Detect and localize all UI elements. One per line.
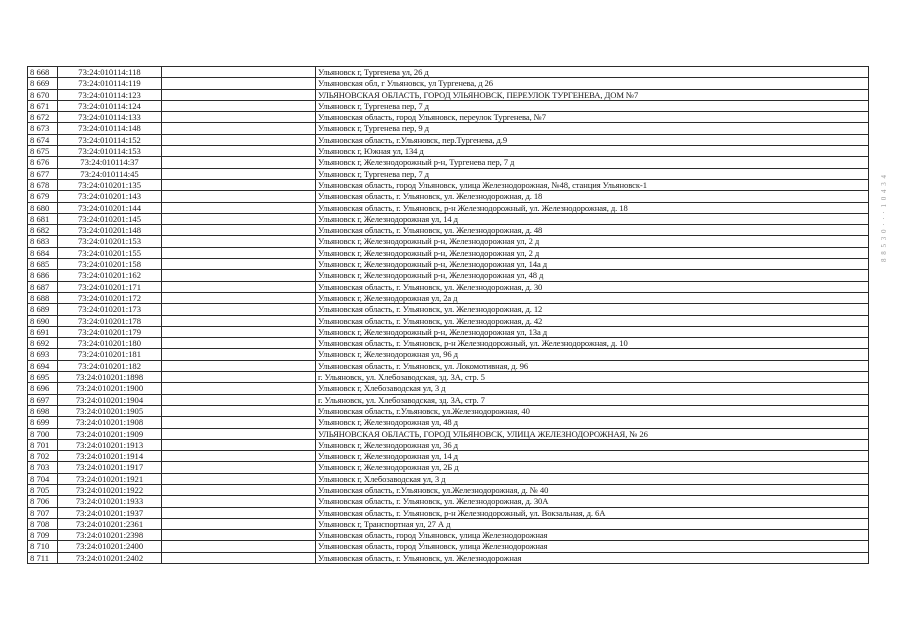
- empty-cell: [162, 292, 316, 303]
- row-number: 8 688: [28, 292, 58, 303]
- cadastral-number: 73:24:010114:123: [58, 89, 162, 100]
- address: г. Ульяновск, ул. Хлебозаводская, зд. 3А, стр. 5: [316, 372, 869, 383]
- row-number: 8 679: [28, 191, 58, 202]
- cadastral-number: 73:24:010114:153: [58, 146, 162, 157]
- empty-cell: [162, 213, 316, 224]
- table-row: [28, 405, 869, 416]
- table-row: [28, 439, 869, 450]
- empty-cell: [162, 281, 316, 292]
- row-number: 8 673: [28, 123, 58, 134]
- cadastral-number: 73:24:010114:118: [58, 67, 162, 78]
- empty-cell: [162, 417, 316, 428]
- table-row: [28, 417, 869, 428]
- table-row: [28, 146, 869, 157]
- address: Ульяновская область, г. Ульяновск, ул. Железнодорожная, д. 30А: [316, 496, 869, 507]
- empty-cell: [162, 304, 316, 315]
- table-row: [28, 496, 869, 507]
- empty-cell: [162, 507, 316, 518]
- empty-cell: [162, 473, 316, 484]
- row-number: 8 706: [28, 496, 58, 507]
- row-number: 8 690: [28, 315, 58, 326]
- cadastral-number: 73:24:010201:1908: [58, 417, 162, 428]
- cadastral-number: 73:24:010201:1922: [58, 484, 162, 495]
- address: Ульяновская область, г.Ульяновск, ул.Железнодорожная, 40: [316, 405, 869, 416]
- address: Ульяновск г, Железнодорожный р-н, Железнодорожная ул, 13а д: [316, 326, 869, 337]
- cadastral-number: 73:24:010201:182: [58, 360, 162, 371]
- cadastral-number: 73:24:010201:173: [58, 304, 162, 315]
- address: Ульяновск г, Хлебозаводская ул, 3 д: [316, 473, 869, 484]
- empty-cell: [162, 157, 316, 168]
- address: Ульяновская область, г. Ульяновск, р-н Железнодорожный, ул. Железнодорожная, д. 18: [316, 202, 869, 213]
- cadastral-number: 73:24:010201:153: [58, 236, 162, 247]
- row-number: 8 697: [28, 394, 58, 405]
- address: Ульяновская область, г. Ульяновск, ул. Железнодорожная, д. 30: [316, 281, 869, 292]
- cadastral-number: 73:24:010201:135: [58, 179, 162, 190]
- address: УЛЬЯНОВСКАЯ ОБЛАСТЬ, ГОРОД УЛЬЯНОВСК, УЛИЦА ЖЕЛЕЗНОДОРОЖНАЯ, № 26: [316, 428, 869, 439]
- address: Ульяновская область, город Ульяновск, улица Железнодорожная, №48, станция Ульяновск-1: [316, 179, 869, 190]
- empty-cell: [162, 518, 316, 529]
- cadastral-number: 73:24:010201:145: [58, 213, 162, 224]
- cadastral-number: 73:24:010201:181: [58, 349, 162, 360]
- empty-cell: [162, 405, 316, 416]
- row-number: 8 672: [28, 112, 58, 123]
- address: Ульяновская область, г. Ульяновск, ул. Железнодорожная, д. 18: [316, 191, 869, 202]
- table-row: [28, 530, 869, 541]
- row-number: 8 674: [28, 134, 58, 145]
- cadastral-number: 73:24:010114:45: [58, 168, 162, 179]
- row-number: 8 696: [28, 383, 58, 394]
- cadastral-number: 73:24:010201:155: [58, 247, 162, 258]
- empty-cell: [162, 484, 316, 495]
- table-row: [28, 552, 869, 563]
- cadastral-number: 73:24:010201:1900: [58, 383, 162, 394]
- cadastral-number: 73:24:010201:144: [58, 202, 162, 213]
- cadastral-number: 73:24:010201:158: [58, 259, 162, 270]
- address: Ульяновск г, Железнодорожная ул, 36 д: [316, 439, 869, 450]
- address: Ульяновск г, Тургенева пер, 7 д: [316, 168, 869, 179]
- row-number: 8 677: [28, 168, 58, 179]
- cadastral-number: 73:24:010201:1917: [58, 462, 162, 473]
- table-row: [28, 372, 869, 383]
- empty-cell: [162, 191, 316, 202]
- row-number: 8 669: [28, 78, 58, 89]
- cadastral-number: 73:24:010114:133: [58, 112, 162, 123]
- cadastral-number: 73:24:010201:1937: [58, 507, 162, 518]
- table-row: [28, 191, 869, 202]
- row-number: 8 676: [28, 157, 58, 168]
- table-row: [28, 179, 869, 190]
- cadastral-number: 73:24:010201:1913: [58, 439, 162, 450]
- property-register-table: [27, 66, 869, 564]
- cadastral-number: 73:24:010201:2400: [58, 541, 162, 552]
- empty-cell: [162, 168, 316, 179]
- table-row: [28, 100, 869, 111]
- table-row: [28, 67, 869, 78]
- empty-cell: [162, 134, 316, 145]
- address: Ульяновск г, Тургенева пер, 7 д: [316, 100, 869, 111]
- table-row: [28, 281, 869, 292]
- empty-cell: [162, 439, 316, 450]
- cadastral-number: 73:24:010114:119: [58, 78, 162, 89]
- address: Ульяновская область, город Ульяновск, улица Железнодорожная: [316, 541, 869, 552]
- row-number: 8 683: [28, 236, 58, 247]
- table-row: [28, 168, 869, 179]
- row-number: 8 691: [28, 326, 58, 337]
- empty-cell: [162, 372, 316, 383]
- row-number: 8 668: [28, 67, 58, 78]
- row-number: 8 707: [28, 507, 58, 518]
- address: Ульяновск г, Хлебозаводская ул, 3 д: [316, 383, 869, 394]
- empty-cell: [162, 89, 316, 100]
- cadastral-number: 73:24:010201:2398: [58, 530, 162, 541]
- row-number: 8 711: [28, 552, 58, 563]
- row-number: 8 680: [28, 202, 58, 213]
- empty-cell: [162, 338, 316, 349]
- cadastral-number: 73:24:010114:148: [58, 123, 162, 134]
- row-number: 8 709: [28, 530, 58, 541]
- row-number: 8 704: [28, 473, 58, 484]
- empty-cell: [162, 67, 316, 78]
- table-row: [28, 89, 869, 100]
- table-row: [28, 394, 869, 405]
- table-row: [28, 451, 869, 462]
- cadastral-number: 73:24:010201:171: [58, 281, 162, 292]
- row-number: 8 695: [28, 372, 58, 383]
- table-row: [28, 462, 869, 473]
- row-number: 8 689: [28, 304, 58, 315]
- address: Ульяновск г, Транспортная ул, 27 А д: [316, 518, 869, 529]
- address: Ульяновск г, Железнодорожная ул, 14 д: [316, 213, 869, 224]
- address: Ульяновская область, город Ульяновск, улица Железнодорожная: [316, 530, 869, 541]
- row-number: 8 670: [28, 89, 58, 100]
- cadastral-number: 73:24:010201:172: [58, 292, 162, 303]
- table-row: [28, 213, 869, 224]
- row-number: 8 685: [28, 259, 58, 270]
- address: УЛЬЯНОВСКАЯ ОБЛАСТЬ, ГОРОД УЛЬЯНОВСК, ПЕРЕУЛОК ТУРГЕНЕВА, ДОМ №7: [316, 89, 869, 100]
- table-row: [28, 349, 869, 360]
- table-row: [28, 236, 869, 247]
- table-row: [28, 338, 869, 349]
- register-table-body: [28, 67, 869, 564]
- table-row: [28, 157, 869, 168]
- empty-cell: [162, 247, 316, 258]
- cadastral-number: 73:24:010114:152: [58, 134, 162, 145]
- row-number: 8 710: [28, 541, 58, 552]
- address: Ульяновск г, Железнодорожная ул, 14 д: [316, 451, 869, 462]
- row-number: 8 682: [28, 225, 58, 236]
- row-number: 8 708: [28, 518, 58, 529]
- address: Ульяновск г, Железнодорожная ул, 2а д: [316, 292, 869, 303]
- empty-cell: [162, 315, 316, 326]
- row-number: 8 699: [28, 417, 58, 428]
- cadastral-number: 73:24:010201:143: [58, 191, 162, 202]
- cadastral-number: 73:24:010201:148: [58, 225, 162, 236]
- empty-cell: [162, 78, 316, 89]
- empty-cell: [162, 349, 316, 360]
- address: Ульяновская область, г. Ульяновск, ул. Железнодорожная, д. 42: [316, 315, 869, 326]
- address: Ульяновск г, Железнодорожный р-н, Железнодорожная ул, 2 д: [316, 236, 869, 247]
- table-row: [28, 473, 869, 484]
- row-number: 8 681: [28, 213, 58, 224]
- row-number: 8 671: [28, 100, 58, 111]
- row-number: 8 686: [28, 270, 58, 281]
- table-row: [28, 383, 869, 394]
- cadastral-number: 73:24:010201:1904: [58, 394, 162, 405]
- address: Ульяновская область, г.Ульяновск, пер.Тургенева, д.9: [316, 134, 869, 145]
- empty-cell: [162, 202, 316, 213]
- empty-cell: [162, 100, 316, 111]
- empty-cell: [162, 326, 316, 337]
- table-row: [28, 247, 869, 258]
- address: Ульяновская область, г. Ульяновск, ул. Локомотивная, д. 96: [316, 360, 869, 371]
- row-number: 8 687: [28, 281, 58, 292]
- empty-cell: [162, 123, 316, 134]
- cadastral-number: 73:24:010201:1933: [58, 496, 162, 507]
- empty-cell: [162, 259, 316, 270]
- empty-cell: [162, 360, 316, 371]
- empty-cell: [162, 394, 316, 405]
- empty-cell: [162, 451, 316, 462]
- address: Ульяновская область, г. Ульяновск, ул. Железнодорожная, д. 12: [316, 304, 869, 315]
- address: Ульяновск г, Южная ул, 134 д: [316, 146, 869, 157]
- table-row: [28, 484, 869, 495]
- cadastral-number: 73:24:010201:162: [58, 270, 162, 281]
- address: Ульяновская область, г.Ульяновск, ул.Железнодорожная, д. № 40: [316, 484, 869, 495]
- margin-stamp: 8 8 5 3 0 · · · 1 0 4 3 4: [880, 174, 888, 262]
- address: Ульяновск г, Железнодорожный р-н, Тургенева пер, 7 д: [316, 157, 869, 168]
- address: Ульяновская область, г. Ульяновск, ул. Железнодорожная, д. 48: [316, 225, 869, 236]
- table-row: [28, 315, 869, 326]
- cadastral-number: 73:24:010201:179: [58, 326, 162, 337]
- row-number: 8 693: [28, 349, 58, 360]
- cadastral-number: 73:24:010201:1898: [58, 372, 162, 383]
- empty-cell: [162, 146, 316, 157]
- row-number: 8 678: [28, 179, 58, 190]
- empty-cell: [162, 112, 316, 123]
- table-row: [28, 225, 869, 236]
- row-number: 8 694: [28, 360, 58, 371]
- address: Ульяновская область, г. Ульяновск, р-н Железнодорожный, ул. Вокзальная, д. 6А: [316, 507, 869, 518]
- row-number: 8 675: [28, 146, 58, 157]
- address: Ульяновск г, Железнодорожная ул, 48 д: [316, 417, 869, 428]
- row-number: 8 684: [28, 247, 58, 258]
- cadastral-number: 73:24:010114:124: [58, 100, 162, 111]
- empty-cell: [162, 496, 316, 507]
- address: г. Ульяновск, ул. Хлебозаводская, зд. 3А, стр. 7: [316, 394, 869, 405]
- table-row: [28, 292, 869, 303]
- cadastral-number: 73:24:010201:1921: [58, 473, 162, 484]
- empty-cell: [162, 530, 316, 541]
- cadastral-number: 73:24:010201:1909: [58, 428, 162, 439]
- address: Ульяновская обл, г Ульяновск, ул Тургенева, д 26: [316, 78, 869, 89]
- empty-cell: [162, 179, 316, 190]
- cadastral-number: 73:24:010201:2402: [58, 552, 162, 563]
- empty-cell: [162, 462, 316, 473]
- table-row: [28, 112, 869, 123]
- table-row: [28, 541, 869, 552]
- table-row: [28, 123, 869, 134]
- empty-cell: [162, 383, 316, 394]
- empty-cell: [162, 428, 316, 439]
- empty-cell: [162, 225, 316, 236]
- address: Ульяновск г, Железнодорожный р-н, Железнодорожная ул, 2 д: [316, 247, 869, 258]
- address: Ульяновск г, Железнодорожная ул, 96 д: [316, 349, 869, 360]
- row-number: 8 702: [28, 451, 58, 462]
- address: Ульяновск г, Тургенева пер, 9 д: [316, 123, 869, 134]
- row-number: 8 700: [28, 428, 58, 439]
- address: Ульяновская область, город Ульяновск, переулок Тургенева, №7: [316, 112, 869, 123]
- address: Ульяновск г, Железнодорожный р-н, Железнодорожная ул, 48 д: [316, 270, 869, 281]
- table-row: [28, 78, 869, 89]
- row-number: 8 698: [28, 405, 58, 416]
- table-row: [28, 507, 869, 518]
- row-number: 8 692: [28, 338, 58, 349]
- address: Ульяновская область, г. Ульяновск, ул. Железнодорожная: [316, 552, 869, 563]
- table-row: [28, 202, 869, 213]
- address: Ульяновск г, Тургенева ул, 26 д: [316, 67, 869, 78]
- row-number: 8 703: [28, 462, 58, 473]
- empty-cell: [162, 541, 316, 552]
- table-row: [28, 270, 869, 281]
- address: Ульяновская область, г. Ульяновск, р-н Железнодорожный, ул. Железнодорожная, д. 10: [316, 338, 869, 349]
- table-row: [28, 259, 869, 270]
- cadastral-number: 73:24:010201:178: [58, 315, 162, 326]
- cadastral-number: 73:24:010201:1914: [58, 451, 162, 462]
- row-number: 8 705: [28, 484, 58, 495]
- cadastral-number: 73:24:010114:37: [58, 157, 162, 168]
- address: Ульяновск г, Железнодорожная ул, 2Б д: [316, 462, 869, 473]
- empty-cell: [162, 270, 316, 281]
- table-row: [28, 304, 869, 315]
- address: Ульяновск г, Железнодорожный р-н, Железнодорожная ул, 14а д: [316, 259, 869, 270]
- row-number: 8 701: [28, 439, 58, 450]
- table-row: [28, 428, 869, 439]
- table-row: [28, 134, 869, 145]
- table-row: [28, 518, 869, 529]
- empty-cell: [162, 236, 316, 247]
- table-row: [28, 326, 869, 337]
- cadastral-number: 73:24:010201:180: [58, 338, 162, 349]
- empty-cell: [162, 552, 316, 563]
- cadastral-number: 73:24:010201:2361: [58, 518, 162, 529]
- table-row: [28, 360, 869, 371]
- cadastral-number: 73:24:010201:1905: [58, 405, 162, 416]
